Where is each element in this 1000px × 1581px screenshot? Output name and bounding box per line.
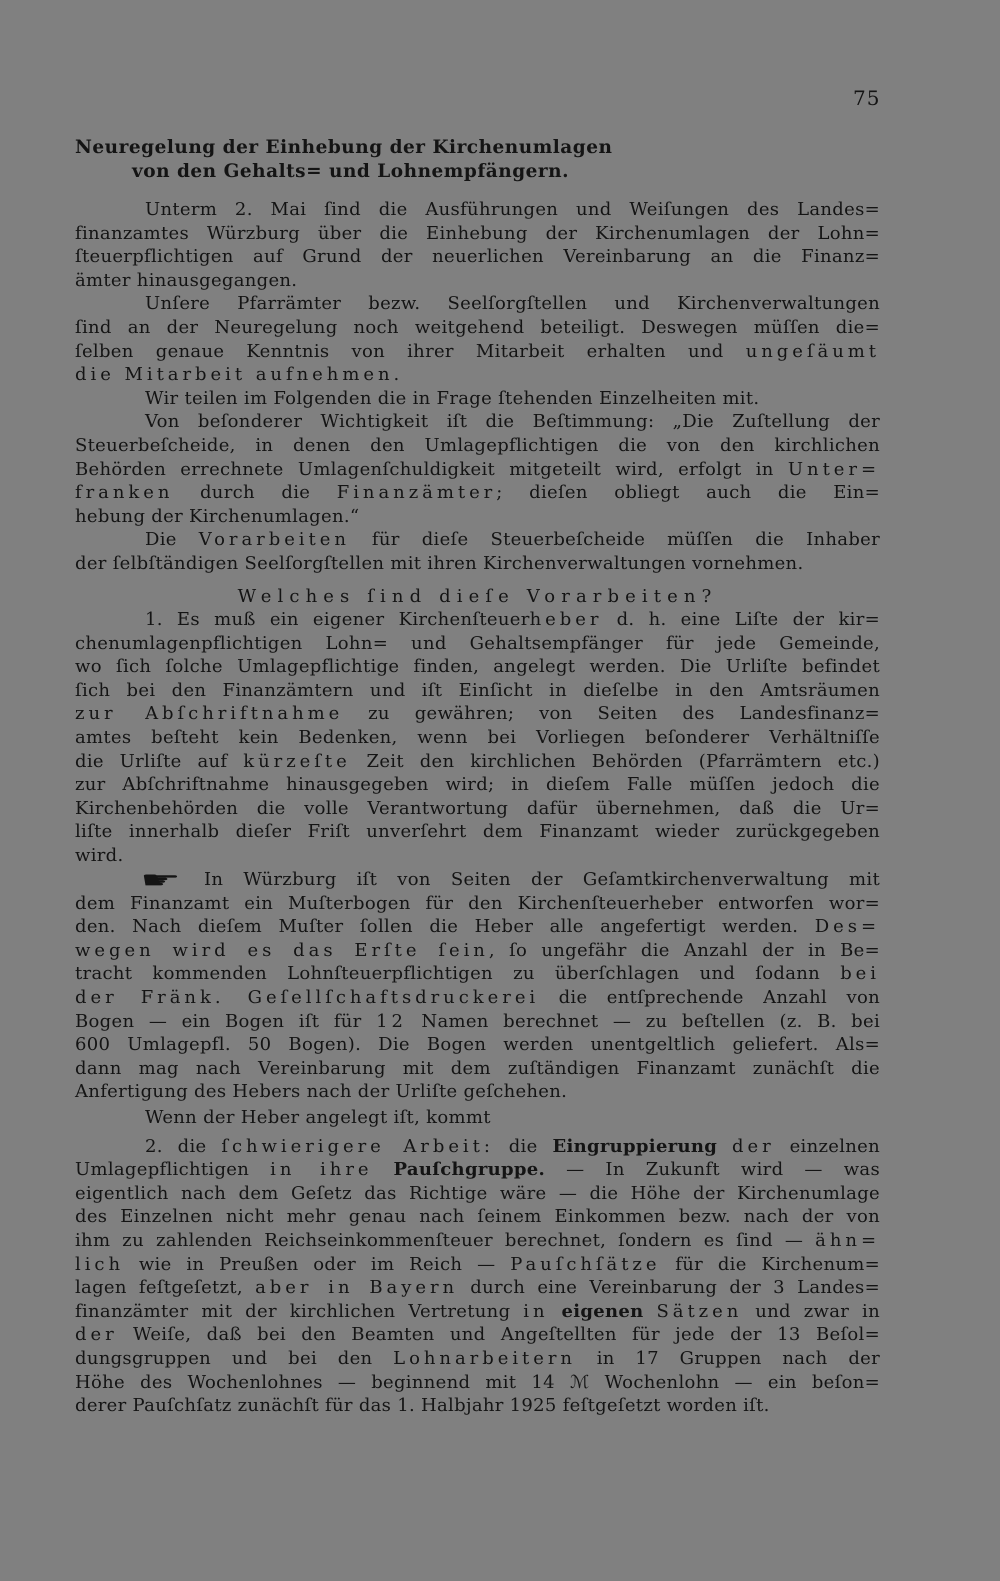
text-run: ; dieſen obliegt auch die Ein=	[496, 482, 881, 504]
text-line	[75, 915, 880, 939]
text-run: 600 Umlagepfl. 50 Bogen). Die Bogen werden unentgeltlich geliefert. Als=	[75, 1034, 880, 1056]
paragraph	[75, 198, 880, 292]
text-line	[75, 1057, 880, 1081]
text-line	[75, 481, 880, 505]
text-run: dann mag nach Vereinbarung mit dem zuſtändigen Finanzamt zunächſt die	[75, 1057, 880, 1079]
spaced-emphasis-text: Pauſchſätze	[510, 1253, 661, 1275]
text-run: Unſere Pfarrämter bezw. Seelſorgſtellen und Kirchenverwaltungen	[145, 293, 880, 315]
text-run: lagen feſtgeſetzt,	[75, 1277, 256, 1299]
text-line	[75, 363, 880, 387]
text-line	[75, 528, 880, 552]
text-line	[75, 387, 880, 411]
spaced-emphasis-text: franken	[75, 482, 174, 504]
text-run: in 17 Gruppen nach der	[575, 1347, 881, 1369]
text-run: 1. Es muß ein eigener Kirchenſteuer	[145, 609, 530, 631]
text-run: einzelnen	[774, 1135, 880, 1157]
paragraph	[75, 1135, 880, 1418]
spaced-emphasis-text: Sätzen	[656, 1300, 743, 1322]
text-run: wo ſich ſolche Umlagepflichtige finden, angelegt werden. Die Urliſte befindet	[75, 656, 880, 678]
bold-text: Eingruppierung	[552, 1135, 718, 1157]
text-run	[644, 1301, 657, 1322]
text-run: Die	[145, 529, 199, 551]
text-run: eigentlich nach dem Geſetz das Richtige wäre — die Höhe der Kirchenumlage	[75, 1182, 880, 1204]
text-run: wird.	[75, 845, 124, 867]
text-run: tracht kommenden Lohnſteuerpflichtigen zu überſchlagen und ſodann	[75, 963, 841, 985]
article-body	[75, 198, 880, 1418]
text-line	[75, 1276, 880, 1300]
text-run: Höhe des Wochenlohnes — beginnend mit 14 ℳ Wochenlohn — ein beſon=	[75, 1371, 880, 1393]
text-line	[75, 1010, 880, 1034]
text-line	[75, 702, 880, 726]
text-run	[549, 1301, 562, 1322]
text-run: — In Zukunft wird — was	[545, 1159, 880, 1181]
text-line	[75, 1347, 880, 1371]
paragraph	[75, 410, 880, 528]
text-run: In Würzburg iſt von Seiten der Geſamtkirchenverwaltung mit	[204, 868, 880, 890]
text-run: und zwar in	[742, 1300, 880, 1322]
text-run: dem Finanzamt ein Muſterbogen für den Kirchenſteuerheber entworfen wor=	[75, 892, 880, 914]
text-run: wie in Preußen oder im Reich —	[124, 1253, 511, 1275]
text-line	[75, 679, 880, 703]
bold-text: eigenen	[561, 1300, 644, 1322]
text-run: Kirchenbehörden die volle Verantwortung dafür übernehmen, daß die Ur=	[75, 797, 880, 819]
spaced-emphasis-text: in	[523, 1300, 549, 1322]
text-run: die	[493, 1135, 553, 1157]
text-run: ſich bei den Finanzämtern und iſt Einſicht in dieſelbe in den Amtsräumen	[75, 679, 880, 701]
paragraph	[75, 1106, 880, 1130]
text-run: Umlagepflichtigen	[75, 1159, 271, 1181]
text-run: durch eine Vereinbarung der 3 Landes=	[458, 1277, 880, 1299]
spaced-emphasis-text: der	[75, 1324, 118, 1346]
paragraph	[75, 865, 881, 1104]
spaced-emphasis-text: Des=	[814, 916, 880, 938]
text-line	[75, 410, 880, 434]
text-line	[75, 245, 880, 269]
spaced-emphasis-text: lich	[75, 1253, 125, 1275]
paragraph	[75, 608, 880, 868]
spaced-emphasis-text: der	[732, 1135, 775, 1157]
paragraph	[75, 292, 880, 386]
text-line	[75, 1253, 880, 1277]
text-line	[75, 1371, 880, 1395]
spaced-emphasis-text: wegen wird es das Erſte ſein	[75, 939, 489, 961]
text-line	[75, 292, 880, 316]
text-run: für die Kirchenum=	[660, 1253, 880, 1275]
text-line	[75, 198, 880, 222]
text-line	[75, 1394, 880, 1418]
text-run: zu gewähren; von Seiten des Landesfinanz=	[343, 703, 880, 725]
spaced-emphasis-text: ähn=	[815, 1229, 880, 1251]
spaced-emphasis-text: ſchwierigere Arbeit:	[221, 1135, 494, 1157]
text-run: derer Pauſchſatz zunächſt für das 1. Halbjahr 1925 feſtgeſetzt worden iſt.	[75, 1395, 770, 1417]
text-line	[75, 1158, 880, 1182]
bold-text: Pauſchgruppe.	[393, 1159, 546, 1181]
text-line	[75, 962, 880, 986]
text-run: für dieſe Steuerbeſcheide müſſen die Inhaber	[349, 529, 880, 551]
text-run: Steuerbeſcheide, in denen den Umlagepflichtigen die von den kirchlichen	[75, 434, 880, 456]
text-run: , ſo ungefähr die Anzahl der in Be=	[488, 939, 880, 961]
text-run: den. Nach dieſem Muſter ſollen die Heber alle angefertigt werden.	[75, 916, 815, 938]
text-line	[75, 1135, 880, 1159]
text-line	[75, 1229, 880, 1253]
text-line	[75, 340, 880, 364]
text-line	[75, 1080, 880, 1104]
text-run: d. h. eine Liſte der kir=	[602, 609, 881, 631]
text-run: amtes beſteht kein Bedenken, wenn bei Vorliegen beſonderer Verhältniſſe	[75, 727, 880, 749]
text-line	[75, 269, 880, 293]
spaced-emphasis-text: heber	[529, 609, 603, 631]
spaced-emphasis-text: der Fränk. Geſellſchaftsdruckerei	[75, 987, 540, 1008]
text-run: hebung der Kirchenumlagen.“	[75, 505, 360, 527]
text-line	[75, 726, 880, 750]
spaced-emphasis-text: bei	[840, 963, 880, 985]
text-line	[75, 585, 880, 609]
text-run: liſte innerhalb dieſer Friſt unverſehrt dem Finanzamt wieder zurückgegeben	[75, 821, 880, 843]
text-run: ſelben genaue Kenntnis von ihrer Mitarbeit erhalten und	[75, 340, 746, 362]
text-run: 2. die	[145, 1135, 222, 1157]
text-run: finanzamtes Würzburg über die Einhebung der Kirchenumlagen der Lohn=	[75, 222, 880, 244]
spaced-emphasis-text: die Mitarbeit aufnehmen.	[75, 364, 404, 386]
spaced-emphasis-text: in ihre	[270, 1159, 373, 1181]
text-line	[75, 434, 880, 458]
text-run: Zeit den kirchlichen Behörden (Pfarrämtern etc.)	[350, 750, 880, 772]
spaced-emphasis-text: Welches ſind dieſe Vorarbeiten?	[237, 585, 718, 607]
paragraph	[75, 528, 880, 575]
text-line	[75, 1300, 880, 1324]
text-run: Behörden errechnete Umlagenſchuldigkeit mitgeteilt wird, erfolgt in	[75, 458, 788, 480]
text-line	[75, 1106, 880, 1130]
text-line	[75, 773, 880, 797]
text-line	[75, 316, 880, 340]
text-line	[75, 1182, 880, 1206]
text-run: finanzämter mit der kirchlichen Vertretung	[75, 1300, 524, 1322]
spaced-emphasis-text: Unter=	[787, 458, 880, 480]
pointing-hand-icon: ☛	[140, 865, 182, 894]
text-run	[717, 1136, 732, 1157]
spaced-emphasis-text: Finanzämter	[336, 482, 497, 504]
title-line: von den Gehalts= und Lohnempfängern.	[132, 161, 570, 182]
text-run: Namen berechnet — zu beſtellen (z. B. bei	[406, 1010, 881, 1032]
text-line	[75, 1205, 880, 1229]
text-run: der ſelbſtändigen Seelſorgſtellen mit ihren Kirchenverwaltungen vornehmen.	[75, 552, 804, 574]
text-line	[75, 655, 880, 679]
text-run: ämter hinausgegangen.	[75, 269, 298, 291]
spaced-emphasis-text: zur Abſchriftnahme	[75, 703, 344, 725]
text-run	[373, 1159, 394, 1180]
text-run: Bogen — ein Bogen iſt für	[75, 1010, 377, 1032]
text-line	[75, 632, 880, 656]
paragraph	[75, 387, 880, 411]
text-run: durch die	[173, 482, 337, 504]
text-line	[75, 608, 880, 632]
title-line: Neuregelung der Einhebung der Kirchenumlagen	[75, 137, 613, 158]
article-title	[75, 136, 880, 184]
text-run: Wenn der Heber angelegt iſt, kommt	[145, 1106, 491, 1128]
text-line	[75, 892, 880, 916]
text-run: dungsgruppen und bei den	[75, 1347, 394, 1369]
section-heading	[75, 585, 880, 609]
text-line	[75, 222, 880, 246]
text-run: ſteuerpflichtigen auf Grund der neuerlichen Vereinbarung an die Finanz=	[75, 246, 880, 268]
text-run: des Einzelnen nicht mehr genau nach ſeinem Einkommen bezw. nach der von	[75, 1206, 880, 1228]
text-run: die Urliſte auf	[75, 750, 244, 772]
text-run: die entſprechende Anzahl von	[539, 987, 880, 1008]
text-run: zur Abſchriftnahme hinausgegeben wird; in dieſem Falle müſſen jedoch die	[75, 774, 880, 796]
text-line	[75, 820, 880, 844]
text-line	[75, 986, 880, 1010]
text-line	[75, 797, 880, 821]
spaced-emphasis-text: Vorarbeiten	[198, 529, 350, 551]
text-line	[75, 939, 880, 963]
text-run: Wir teilen im Folgenden die in Frage ſtehenden Einzelheiten mit.	[145, 387, 760, 409]
text-line	[75, 865, 880, 894]
text-line	[75, 458, 880, 482]
text-line	[75, 1033, 880, 1057]
text-run: Unterm 2. Mai ſind die Ausführungen und Weiſungen des Landes=	[145, 199, 880, 220]
text-run: Von beſonderer Wichtigkeit iſt die Beſtimmung: „Die Zuſtellung der	[145, 411, 880, 433]
page-number: 75	[853, 86, 881, 110]
spaced-emphasis-text: Lohnarbeitern	[393, 1347, 576, 1369]
text-line	[75, 552, 880, 576]
text-line	[75, 505, 880, 529]
text-run: chenumlagenpflichtigen Lohn= und Gehaltsempfänger für jede Gemeinde,	[75, 632, 880, 654]
spaced-emphasis-text: aber in Bayern	[255, 1277, 459, 1299]
text-run: ſind an der Neuregelung noch weitgehend beteiligt. Deswegen müſſen die=	[75, 316, 880, 338]
spaced-emphasis-text: 12	[376, 1010, 407, 1032]
spaced-emphasis-text: kürzeſte	[243, 750, 351, 772]
text-line	[75, 844, 880, 868]
text-line	[75, 750, 880, 774]
text-line	[75, 1323, 880, 1347]
text-run: Anfertigung des Hebers nach der Urliſte geſchehen.	[75, 1081, 568, 1103]
text-run: ihm zu zahlenden Reichseinkommenſteuer berechnet, ſondern es ſind —	[75, 1229, 816, 1251]
spaced-emphasis-text: ungeſäumt	[745, 340, 880, 362]
text-run: Weiſe, daß bei den Beamten und Angeſtellten für jede der 13 Beſol=	[117, 1324, 880, 1346]
